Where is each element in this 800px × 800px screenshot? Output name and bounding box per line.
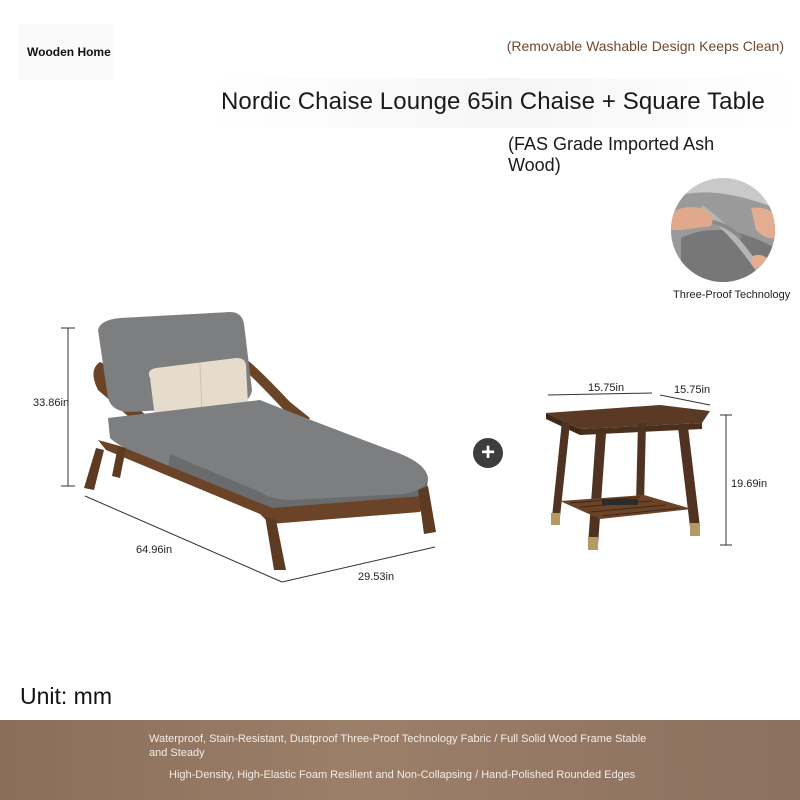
table-top-width-label: 15.75in: [588, 382, 625, 394]
feature-line-2: High-Density, High-Elastic Foam Resilient and Non-Collapsing / Hand-Polished Rounded Edges: [169, 769, 636, 781]
table-top-depth-label: 15.75in: [674, 384, 711, 396]
chaise-length-label: 64.96in: [136, 544, 173, 556]
subtitle: (FAS Grade Imported Ash Wood): [508, 134, 715, 175]
chaise-lounge-illustration: [60, 300, 440, 580]
brand-name: Wooden Home: [27, 45, 111, 59]
plus-icon: +: [473, 438, 503, 468]
chaise-height-label: 33.86in: [33, 397, 70, 409]
fabric-caption: Three-Proof Technology: [673, 289, 791, 301]
feature-line-1: Waterproof, Stain-Resistant, Dustproof Three-Proof Technology Fabric / Full Solid Wood Frame Stable and Steady: [149, 733, 647, 759]
fabric-detail-image: [671, 178, 775, 282]
unit-label: Unit: mm: [20, 683, 112, 709]
page-title: Nordic Chaise Lounge 65in Chaise + Square Table: [221, 88, 765, 115]
square-table-illustration: [540, 385, 740, 565]
chaise-width-label: 29.53in: [358, 571, 395, 583]
brand-logo: [18, 24, 114, 80]
tagline: (Removable Washable Design Keeps Clean): [506, 38, 784, 54]
table-height-label: 19.69in: [731, 478, 768, 490]
